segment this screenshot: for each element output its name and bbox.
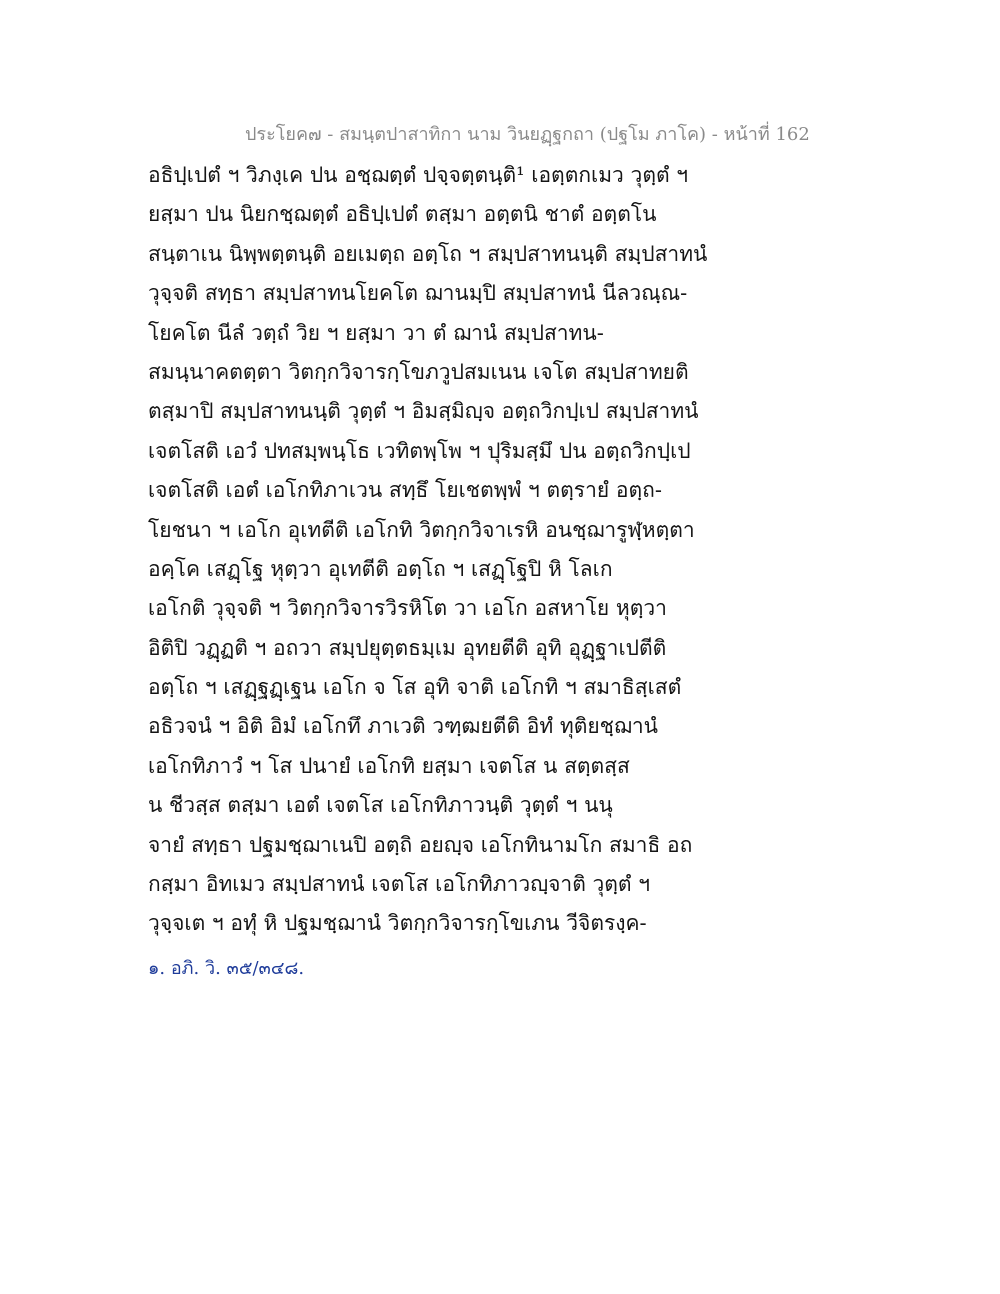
text-line: เจตโสติ เอวํ ปทสมฺพนฺโธ เวทิตพฺโพ ฯ ปุริมสฺมึ ปน อตฺถวิกปฺเป xyxy=(148,438,691,463)
text-line: เอโกติ วุจฺจติ ฯ วิตกฺกวิจารวิรหิโต วา เอโก อสหาโย หุตฺวา xyxy=(148,596,667,621)
text-line: อิติปิ วฏฺฏติ ฯ อถวา สมฺปยุตฺตธมฺเม อุทยตีติ อุทิ อุฏฺฐาเปตีติ xyxy=(148,635,667,660)
text-line: อตฺโถ ฯ เสฏฺฐฏฺเฐน เอโก จ โส อุทิ จาติ เอโกทิ ฯ สมาธิสฺเสตํ xyxy=(148,675,682,700)
text-line: เจตโสติ เอตํ เอโกทิภาเวน สทฺธึ โยเชตพฺพํ ฯ ตตฺรายํ อตฺถ- xyxy=(148,478,662,503)
body-text xyxy=(148,160,868,948)
footnote: ๑. อภิ. วิ. ๓๕/๓๔๘. xyxy=(148,958,305,979)
text-line: อธิปฺเปตํ ฯ วิภงฺเค ปน อชฺฌตฺตํ ปจฺจตฺตนฺติ¹ เอตฺตกเมว วุตฺตํ ฯ xyxy=(148,163,689,187)
text-line: วุจฺจเต ฯ อทุํ หิ ปฐมชฺฌานํ วิตกฺกวิจารกฺโขเภน วีจิตรงฺค- xyxy=(148,911,647,936)
running-header: ประโยค๗ - สมนฺตปาสาทิกา นาม วินยฏฺฐกถา (ปฐโม ภาโค) - หน้าที่ 162 xyxy=(245,124,810,145)
text-line: น ชีวสฺส ตสฺมา เอตํ เจตโส เอโกทิภาวนฺติ วุตฺตํ ฯ นนุ xyxy=(148,793,613,818)
text-line: สนฺตาเน นิพฺพตฺตนฺติ อยเมตฺถ อตฺโถ ฯ สมฺปสาทนนฺติ สมฺปสาทนํ xyxy=(148,241,708,266)
text-line: อคฺโค เสฏฺโฐ หุตฺวา อุเทตีติ อตฺโถ ฯ เสฏฺโฐปิ หิ โลเก xyxy=(148,556,613,581)
text-line: ยสฺมา ปน นิยกชฺฌตฺตํ อธิปฺเปตํ ตสฺมา อตฺตนิ ชาตํ อตฺตโน xyxy=(148,202,657,227)
text-line: โยชนา ฯ เอโก อุเทตีติ เอโกทิ วิตกฺกวิจาเรหิ อนชฺฌารูฬฺหตฺตา xyxy=(148,517,695,542)
text-line: วุจฺจติ สทฺธา สมฺปสาทนโยคโต ฌานมฺปิ สมฺปสาทนํ นีลวณฺณ- xyxy=(148,281,688,306)
text-line: จายํ สทฺธา ปฐมชฺฌาเนปิ อตฺถิ อยญฺจ เอโกทินามโก สมาธิ อถ xyxy=(148,832,693,857)
text-line: ตสฺมาปิ สมฺปสาทนนฺติ วุตฺตํ ฯ อิมสฺมิญฺจ อตฺถวิกปฺเป สมฺปสาทนํ xyxy=(148,399,699,424)
text-line: โยคโต นีลํ วตฺถํ วิย ฯ ยสฺมา วา ตํ ฌานํ สมฺปสาทน- xyxy=(148,320,604,345)
text-line: สมนฺนาคตตฺตา วิตกฺกวิจารกฺโขภวูปสมเนน เจโต สมฺปสาทยติ xyxy=(148,359,689,384)
text-line: อธิวจนํ ฯ อิติ อิมํ เอโกทึ ภาเวติ วฑฺฒยตีติ อิทํ ทุติยชฺฌานํ xyxy=(148,714,659,739)
text-line: เอโกทิภาวํ ฯ โส ปนายํ เอโกทิ ยสฺมา เจตโส น สตฺตสฺส xyxy=(148,753,630,778)
text-line: กสฺมา อิทเมว สมฺปสาทนํ เจตโส เอโกทิภาวญฺจาติ วุตฺตํ ฯ xyxy=(148,872,651,897)
